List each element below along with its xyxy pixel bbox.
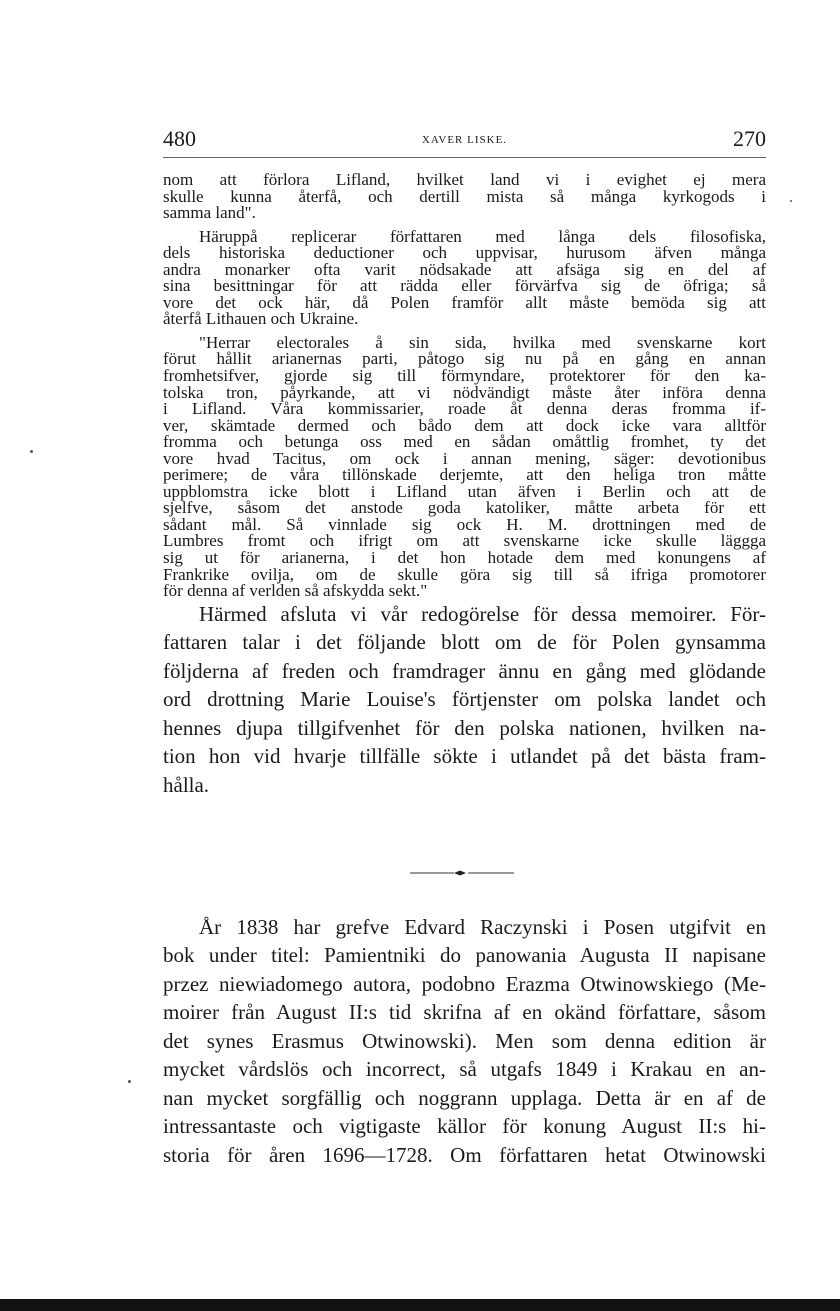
text-line: Häruppå replicerar författaren med långa dels filosofiska, [199, 226, 766, 246]
text-line: tolska tron, påyrkande, att vi nödvändigt måste åter införa denna [163, 382, 766, 402]
page-number-right: 270 [733, 126, 766, 151]
scan-border [0, 1299, 840, 1311]
closing-paragraph [163, 600, 766, 799]
text-line: Frankrike ovilja, om de skulle göra sig till så ifriga promotorer [163, 564, 766, 584]
text-line: det synes Erasmus Otwinowski). Men som denna edition är [163, 1028, 766, 1053]
scan-speck [790, 200, 792, 202]
text-line: samma land". [163, 203, 256, 223]
scan-speck [128, 1080, 131, 1083]
text-line: hålla. [163, 772, 210, 797]
text-line: "Herrar electorales å sin sida, hvilka med svenskarne kort [199, 332, 766, 352]
new-section-paragraph [163, 913, 766, 1169]
text-line: År 1838 har grefve Edvard Raczynski i Posen utgifvit en [199, 915, 766, 939]
text-line: sig ut för arianerna, i det hon hotade dem med konungens af [163, 548, 766, 568]
text-line: fromhetsifver, gjorde sig till förmyndare, protektorer för den ka- [163, 366, 766, 386]
page-number-left: 480 [163, 126, 196, 151]
paragraph [163, 332, 766, 601]
text-line: nan mycket sorgfällig och noggrann upplaga. Detta är en af de [163, 1085, 766, 1110]
text-line: przez niewiadomego autora, podobno Erazma Otwinowskiego (Me- [163, 971, 766, 996]
text-line: Härmed afsluta vi vår redogörelse för dessa memoirer. För- [199, 602, 766, 626]
text-line: sjelfve, såsom det anstode goda katoliker, måtte arbeta för ett [163, 498, 766, 518]
section-divider-ornament [410, 870, 514, 876]
text-line: Lumbres fromt och ifrigt om att svenskarne icke skulle läggga [163, 531, 766, 551]
text-line: sådant mål. Så vinnlade sig ock H. M. drottningen med de [163, 514, 766, 534]
text-line: återfå Lithauen och Ukraine. [163, 309, 359, 329]
text-line: dels historiska deductioner och uppvisar, hurusom äfven många [163, 243, 766, 263]
text-line: intressantaste och vigtigaste källor för konung August II:s hi- [163, 1114, 766, 1139]
text-line: sina besittningar för att rädda eller förvärfva sig de öfriga; så [163, 276, 766, 296]
paragraph [163, 226, 766, 329]
text-line: skulle kunna återfå, och dertill mista så många kyrkogods i [163, 186, 766, 206]
paragraph [163, 172, 766, 222]
text-line: ord drottning Marie Louise's förtjenster om polska landet och [163, 687, 766, 712]
text-line: uppblomstra icke blott i Lifland utan äfven i Berlin och att de [163, 481, 766, 501]
text-line: bok under titel: Pamientniki do panowania Augusta II napisane [163, 943, 766, 968]
text-line: andra monarker ofta varit nödsakade att afsäga sig en del af [163, 259, 766, 279]
text-line: perimere; de våra tillönskade derjemte, att den heliga tron måtte [163, 465, 766, 485]
running-title: XAVER LISKE. [421, 134, 508, 146]
text-line: vore hvad Tacitus, om ock i annan mening, säger: devotionibus [163, 448, 766, 468]
text-line: för denna af verlden så afskydda sekt." [163, 581, 428, 601]
text-line: hennes djupa tillgifvenhet för den polska nationen, hvilken na- [163, 715, 766, 740]
scan-speck [30, 450, 33, 453]
page-header [163, 126, 766, 154]
text-line: ver, skämtade dermed och bådo dem att dock icke vara alltför [163, 415, 766, 435]
text-line: vore det ock här, då Polen framför allt måste bemöda sig att [163, 292, 766, 312]
text-line: nom att förlora Lifland, hvilket land vi i evighet ej mera [163, 170, 766, 189]
text-line: storia för åren 1696—1728. Om författaren hetat Otwinowski [163, 1142, 766, 1167]
text-line: mycket vårdslös och incorrect, så utgafs 1849 i Krakau en an- [163, 1057, 766, 1082]
text-line: moirer från August II:s tid skrifna af en okänd författare, såsom [163, 1000, 766, 1025]
header-rule [163, 157, 766, 158]
text-line: förut hållit arianernas parti, påtogo sig nu på en gång en annan [163, 349, 766, 369]
text-line: följderna af freden och framdrager ännu en gång med glödande [163, 658, 766, 683]
text-line: fattaren talar i det följande blott om de för Polen gynsamma [163, 630, 766, 655]
quoted-section [163, 172, 766, 600]
text-line: i Lifland. Våra kommissarier, roade åt denna deras fromma if- [163, 399, 766, 419]
text-line: tion hon vid hvarje tillfälle sökte i utlandet på det bästa fram- [163, 744, 766, 769]
text-line: fromma och betunga oss med en sådan omåttlig fromhet, ty det [163, 432, 766, 452]
